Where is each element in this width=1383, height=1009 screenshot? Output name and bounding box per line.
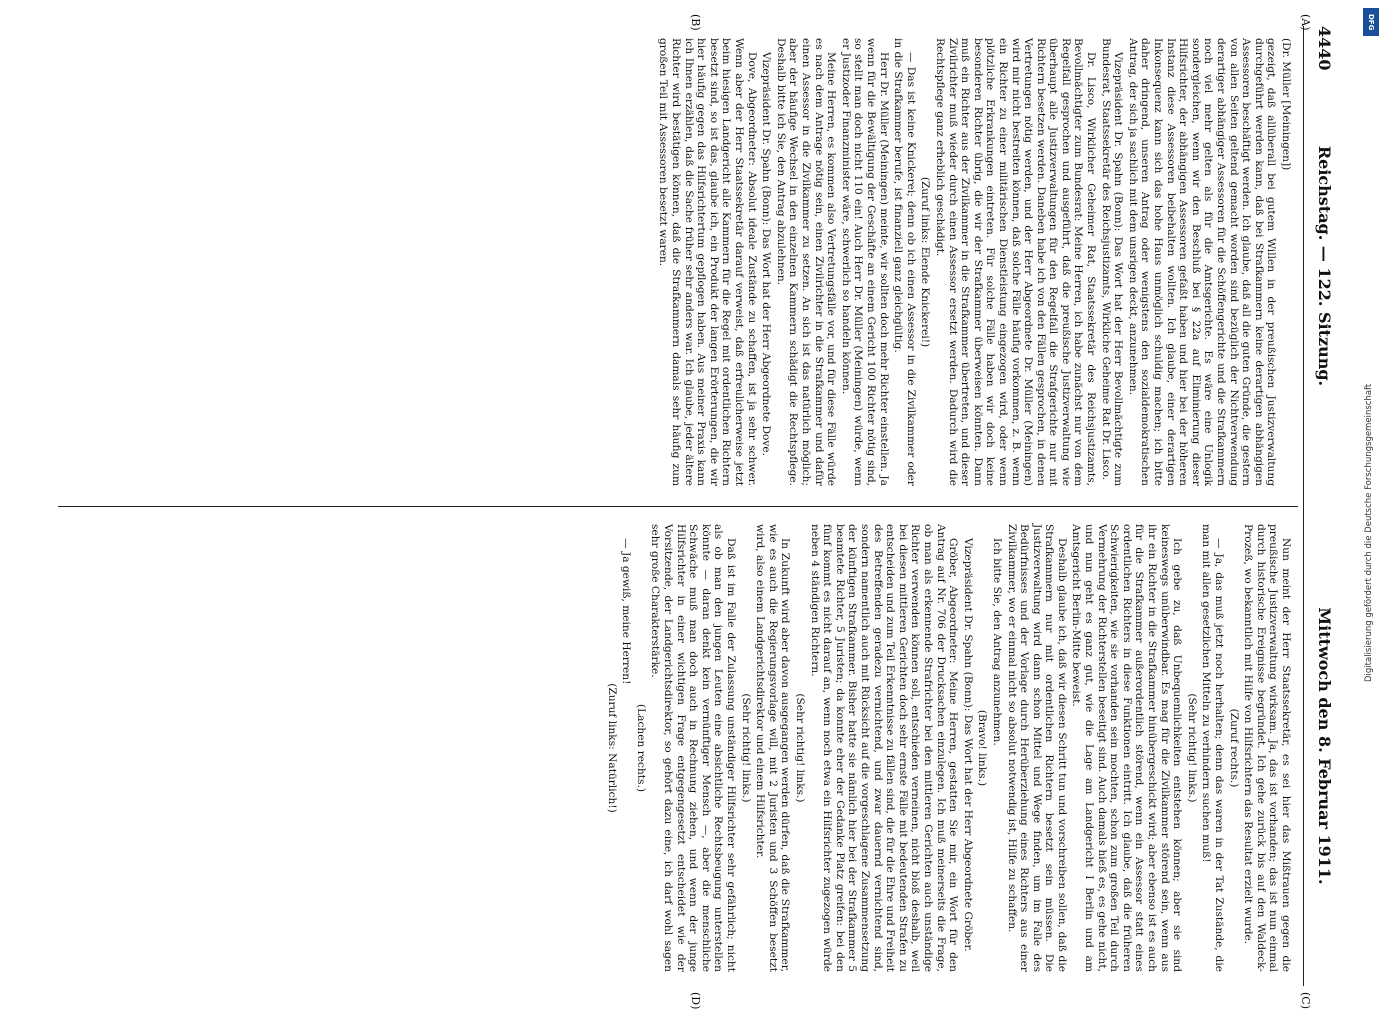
paragraph: Meine Herren, es kommen also Vertretungsfälle vor, und für diese Fälle würde es nach dem Antrage nötig sein, einen Zivilrichter in die Strafkammer und dafür einen Assessor in die Zivilkammer zu setzen. An sich ist das natürlich möglich; aber der häufige Wechsel in den einzelnen Kammern schädigt die Rechtspflege. Deshalb bitte ich Sie, den Antrag abzulehnen. [774,38,838,486]
right-text-column [603,524,1292,972]
header-rule [1303,26,1304,986]
paragraph: — Das ist keine Knickerei; denn ob ich einen Assessor in die Zivilkammer oder in die Strafkammer berufe, ist finanziell ganz gleichgültig. [892,38,917,486]
interjection: (Zuruf links: Elende Knickerei!) [919,176,932,348]
paragraph: Gröber, Abgeordneter: Meine Herren, gestatten Sie mir, ein Wort für den Antrag auf Nr. 706 der Drucksachen einzulegen. Ich muß meinerseits die Frage, ob man als erkennende Strafrichter bei den mittleren Gerichten auch unständige Richter verwenden können soll, entschieden verneinen, nicht bloß deshalb, weil bei diesen mittleren Gerichten doch sehr ernste Fälle mit bedeutenden Strafen zu entscheiden und zum Teil Erkenntnisse zu fällen sind, die für die Ehre und Freiheit des Betreffenden geradezu vernichtend, und zwar dauernd vernichtend sind, sondern namentlich auch mit Rücksicht auf die vorgeschlagene Zusammensetzung der künftigen Strafkammer. Bisher hatte sie nämlich hier bei der Strafkammer 5 beamtete Richter, 5 Juristen; da konnte eher der Gedanke Platz greifen: bei den fünf kommt es nicht darauf an, wenn noch etwa ein Hilfsrichter zugezogen würde neben 4 ständigen Richtern. [808,524,960,972]
margin-letter-c: (C) [1299,992,1312,1009]
speaker-continuation: (Dr. Müller [Meiningen]) [1280,38,1292,171]
digitization-credit [1363,8,1379,998]
paragraph: Vizepräsident Dr. Spahn (Bonn): Das Wort hat der Herr Abgeordnete Gröber. [961,538,974,952]
interjection: (Zuruf links: Natürlich!) [605,683,618,813]
paragraph: Dr. Lisco, Wirklicher Geheimer Rat, Staatssekretär des Reichsjustizamts, Bevollmächtigter zum Bundesrat: Meine Herren, ich habe zunächst nur von dem Regelfall gesprochen und ausgeführt, daß die preußische Justizverwaltung wie überhaupt alle Justizverwaltungen für den Regelfall die Strafgerichte nur mit Richtern besetzen werden. Daneben habe ich von den Fällen gesprochen, in denen Vertretungen nötig werden, und der Herr Abgeordnete Dr. Müller (Meiningen) wird mir nicht bestreiten können, daß solche Fälle häufig vorkommen, z. B. wenn ein Richter zu einer militärischen Dienstleistung eingezogen wird, oder wenn plötzliche Erkrankungen eintreten. Für solche Fälle haben wir doch keine besonderen Richter übrig, die wir der Strafkammer überweisen könnten. Dann muß ein Richter aus der Zivilkammer in die Strafkammer übertreten, und dieser Zivilrichter muß wieder durch einen Assessor ersetzt werden. Dadurch wird die Rechtspflege ganz erheblich geschädigt. [933,38,1098,486]
paragraph: Deshalb glaube ich, daß wir diesen Schritt tun und vorschreiben sollen, daß die Strafkammern nur mit ordentlichen Richtern besetzt sein müssen. Die Justizverwaltung wird dann schon Mittel und Wege finden, um im Falle des Bedürfnisses und der Vorlage durch Herüberziehung eines Richters aus einer Zivilkammer, wo er einmal nicht so absolut notwendig ist, Hilfe zu schaffen. [1005,524,1068,972]
page-number: 4440 [1315,26,1334,71]
page-header [1298,26,1342,986]
left-text-column [655,38,1292,486]
interjection: (Sehr richtig! links.) [1185,693,1198,803]
paragraph: Vizepräsident Dr. Spahn (Bonn): Das Wort hat der Herr Abgeordnete Dove. [760,52,773,456]
paragraph: Herr Dr. Müller (Meiningen) meinte, wir sollten doch mehr Richter einstellen. Ja wenn für die Bewältigung der Geschäfte an einem Gericht 100 Richter nötig sind, so stellt man doch nicht 110 ein! Auch Herr Dr. Müller (Meiningen) würde, wenn er Justizoder Finanzminister wäre, schwerlich so handeln können. [839,38,890,486]
column-divider [58,506,1298,507]
left-running-head: Reichstag. — 122. Sitzung. [1315,145,1334,387]
paragraph: In Zukunft wird aber davon ausgegangen werden dürfen, daß die Strafkammer, wie es auch die Regierungsvorlage will, mit 2 Juristen und 3 Schöffen besetzt wird, also einem Landgerichtsdirektor und einem Hilfsrichter. [754,524,792,972]
paragraph: Nun meint der Herr Staatssekretär, es sei hier das Mißtrauen gegen die preußische Justizverwaltung wirksam. Ja, das ist vorhanden; das ist nun einmal durch historische Ereignisse begründet. Ich gehe zurück bis auf den Waldeck-Prozeß, wo bekanntlich mit Hilfe von Hilfsrichtern das Resultat erzielt wurde. [1242,524,1292,972]
paragraph: Vizepräsident Dr. Spahn (Bonn): Das Wort hat der Herr Bevollmächtigte zum Bundesrat, Staatssekretär des Reichsjustizamts, Wirkliche Geheime Rat Dr. Lisco. [1099,38,1125,486]
interjection: (Lachen rechts.) [634,704,647,792]
margin-letter-a: (A) [1299,14,1312,31]
paragraph: gezeigt, daß allüberall bei gutem Willen in der preußischen Justizverwaltung durchgeführt werden kann, daß bei Strafkammern keine derartigen abhängigen Assessoren beschäftigt werden. Ich glaube, daß all die guten Gründe, die gestern von allen Seiten geltend gemacht worden sind bezüglich der Nichtverwendung derartiger abhängiger Assessoren für die Schöffengerichte und die Strafkammern noch viel mehr gelten als für die Amtsgerichte. Es wäre eine Unlogik sondergleichen, wenn wir den Beschluß bei § 22a auf Eliminierung dieser Hilfsrichter, der abhängigen Assessoren gefaßt haben und hier bei der höheren Instanz diese Assessoren beibehalten wollten. Ich glaube, einer derartigen Inkonsequenz kann sich das hohe Haus unmöglich schuldig machen; ich bitte daher dringend, unseren Antrag oder wenigstens den sozialdemokratischen Antrag, der sich ja sachlich mit dem unsrigen deckt, anzunehmen. [1126,38,1278,486]
interjection: (Zuruf rechts.) [1227,708,1240,788]
credit-text: Digitalisierung gefördert durch die Deutsche Forschungsgemeinschaft [1364,383,1374,682]
paragraph: Ich gebe zu, daß Unbequemlichkeiten entstehen können; aber sie sind keineswegs unüberwindbar. Es mag für die Zivilkammer störend sein, wenn aus ihr ein Richter in die Strafkammer hinübergeschickt wird; aber ebenso ist es auch für die Strafkammer außerordentlich störend, wenn ein Assessor statt eines ordentlichen Richters in diese Funktionen eintritt. Ich glaube, daß die früheren Schwierigkeiten, wie sie vorhanden sein mochten, schon zum großen Teil durch Vermehrung der Richterstellen beseitigt sind. Auch damals hieß es, es gehe nicht, und nun geht es ganz gut, wie die Lage am Landgericht I Berlin und am Amtsgericht Berlin-Mitte beweist. [1070,524,1184,972]
margin-letter-d: (D) [689,992,702,1009]
right-running-head: Mittwoch den 8. Februar 1911. [1315,607,1334,885]
interjection: (Sehr richtig! links.) [794,693,807,803]
paragraph: Daß ist im Falle der Zulassung unständiger Hilfsrichter sehr gefährlich; nicht als ob man den jungen Leuten eine absichtliche Rechtsbeugung unterstellen könnte — daran denkt kein vernünftiger Mensch —, aber die menschliche Schwäche muß man doch auch in Rechnung ziehen, und wenn der junge Hilfsrichter in einer wichtigen Frage entgegengesetzt entscheidet wie der Vorsitzende, der Landgerichtsdirektor, so gehört dazu eine, ich darf wohl sagen sehr große Charakterstärke. [649,524,738,972]
scanned-page [52,14,1342,1009]
paragraph: — Ja, das muß jetzt noch herhalten; denn das waren in der Tat Zustände, die man mit allen gesetzlichen Mitteln zu verhindern suchen muß! [1200,524,1226,972]
paragraph: Ich bitte Sie, den Antrag anzunehmen. [990,538,1003,746]
dfg-logo: DFG [1363,8,1379,36]
margin-letter-b: (B) [689,14,702,31]
paragraph: — Ja gewiß, meine Herren! [620,538,633,685]
interjection: (Bravo! links.) [976,709,989,787]
interjection: (Sehr richtig! links.) [739,693,752,803]
paragraph: Dove, Abgeordneter: Absolut ideale Zustände zu schaffen, ist ja sehr schwer. Wenn aber der Herr Staatssekretär darauf verweist, daß erfreulicherweise jetzt beim hiesigen Landgericht alle Kammern für die Regel mit ordentlichen Richtern besetzt sind, so ist das, glaube ich, ein Produkt der langen Erörterungen, die wir hier häufig gegen das Hilfsrichtertum gepflogen haben. Aus meiner Praxis kann ich Ihnen erzählen, daß die Sache früher sehr anders war. Ich glaube, jeder ältere Richter wird bestätigen können, daß die Strafkammern damals sehr häufig zum großen Teil mit Assessoren besetzt waren. [657,38,758,486]
